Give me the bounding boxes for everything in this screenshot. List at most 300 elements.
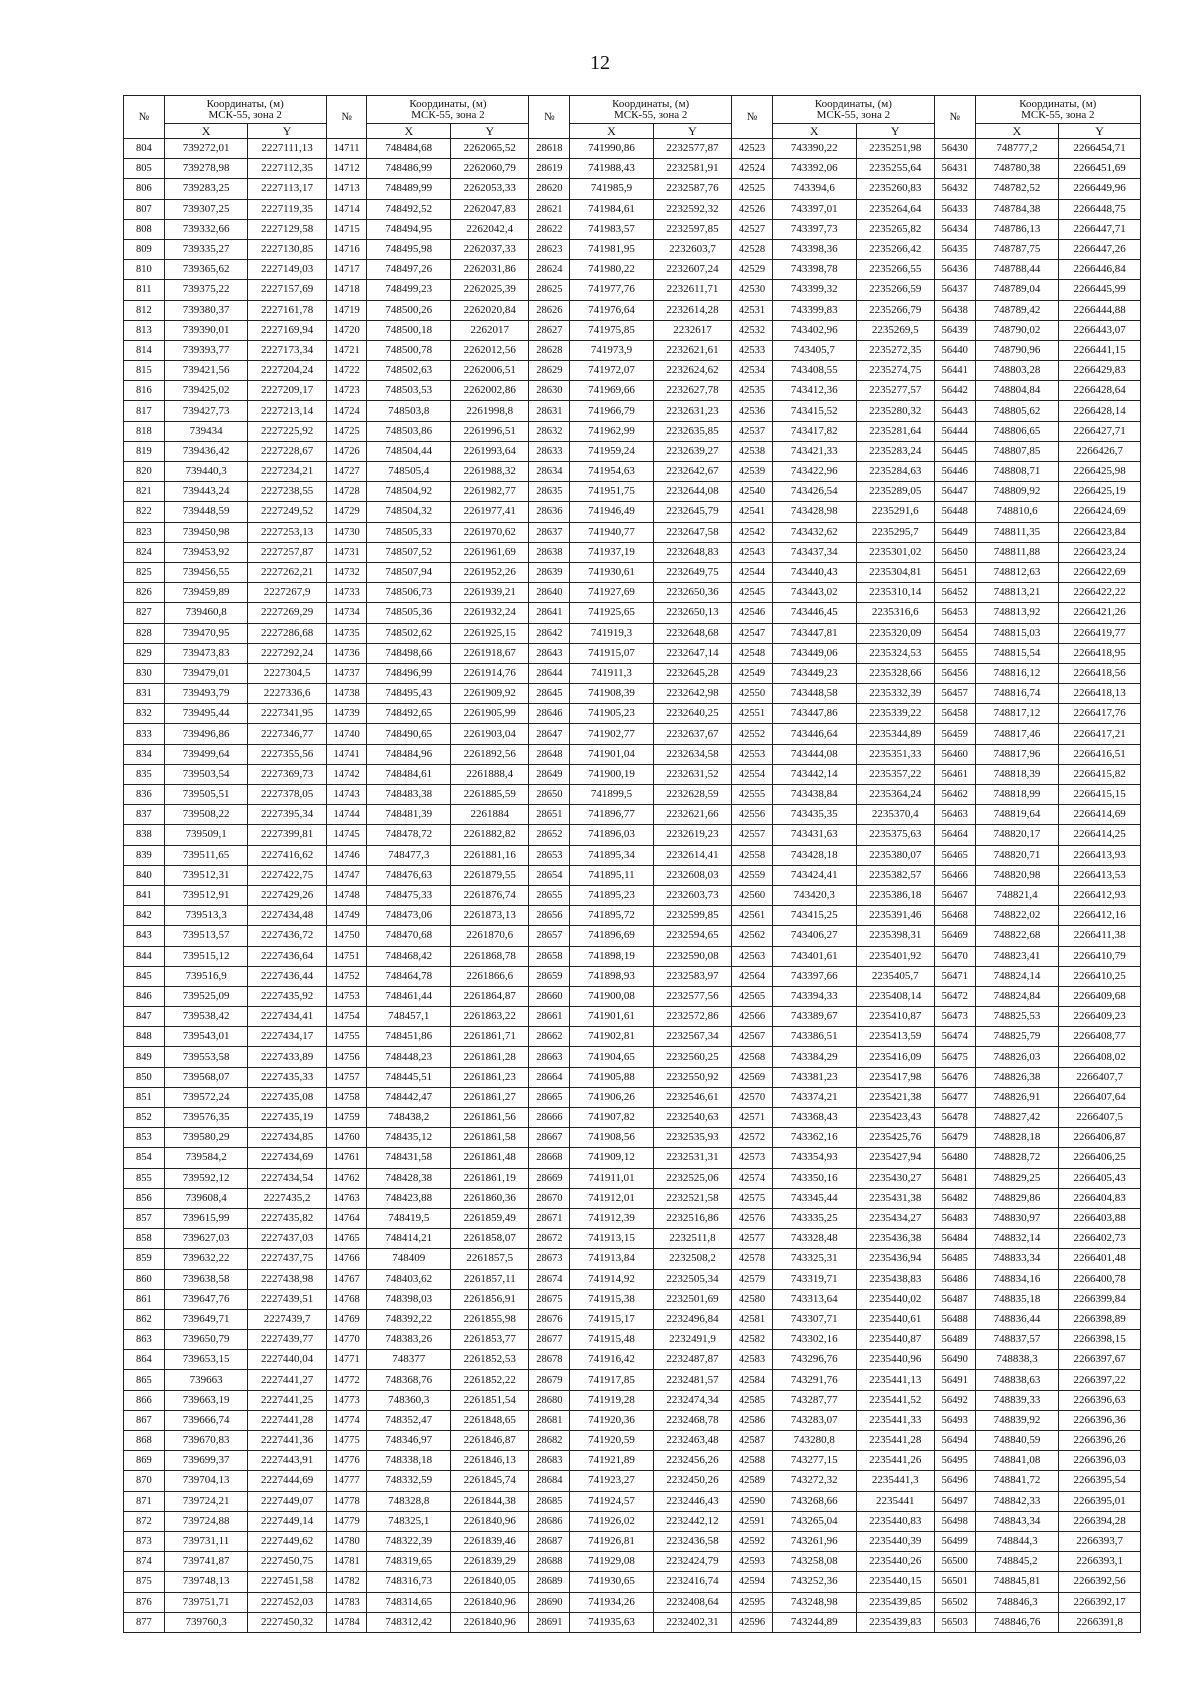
table-row <box>124 1451 1141 1471</box>
table-row <box>124 199 1141 219</box>
point-number: 42570 <box>732 1087 773 1107</box>
coord-x: 743345,44 <box>772 1188 856 1208</box>
table-row <box>124 1148 1141 1168</box>
coord-x: 739704,13 <box>164 1471 248 1491</box>
point-number: 42530 <box>732 280 773 300</box>
coord-x: 739503,54 <box>164 764 248 784</box>
coord-y: 2261870,6 <box>451 926 529 946</box>
coord-y: 2262060,79 <box>451 159 529 179</box>
coord-y: 2261988,32 <box>451 462 529 482</box>
coord-x: 741902,77 <box>570 724 654 744</box>
coord-y: 2232535,93 <box>653 1128 731 1148</box>
point-number: 14778 <box>326 1491 367 1511</box>
coord-x: 743381,23 <box>772 1067 856 1087</box>
point-number: 56484 <box>934 1229 975 1249</box>
coord-y: 2261860,36 <box>451 1188 529 1208</box>
table-row <box>124 825 1141 845</box>
coord-x: 748843,34 <box>975 1511 1059 1531</box>
coord-y: 2261939,21 <box>451 583 529 603</box>
coord-x: 748470,68 <box>367 926 451 946</box>
point-number: 56463 <box>934 805 975 825</box>
point-number: 42569 <box>732 1067 773 1087</box>
table-row <box>124 179 1141 199</box>
point-number: 42553 <box>732 744 773 764</box>
coord-x: 748368,76 <box>367 1370 451 1390</box>
point-number: 42526 <box>732 199 773 219</box>
coord-y: 2232590,08 <box>653 946 731 966</box>
point-number: 42541 <box>732 502 773 522</box>
coord-x: 743431,63 <box>772 825 856 845</box>
coord-x: 741895,72 <box>570 906 654 926</box>
coord-x: 748409 <box>367 1249 451 1269</box>
coord-y: 2235391,46 <box>856 906 934 926</box>
coord-x: 743449,23 <box>772 663 856 683</box>
coord-y: 2266395,54 <box>1059 1471 1141 1491</box>
point-number: 28653 <box>529 845 570 865</box>
point-number: 14763 <box>326 1188 367 1208</box>
coord-y: 2261840,96 <box>451 1612 529 1632</box>
coord-y: 2227441,25 <box>248 1390 326 1410</box>
point-number: 56489 <box>934 1330 975 1350</box>
coord-x: 748445,51 <box>367 1067 451 1087</box>
table-row <box>124 986 1141 1006</box>
point-number: 807 <box>124 199 165 219</box>
coord-y: 2261925,15 <box>451 623 529 643</box>
coord-y: 2235304,81 <box>856 562 934 582</box>
coord-x: 739572,24 <box>164 1087 248 1107</box>
coord-x: 748438,2 <box>367 1108 451 1128</box>
coord-y: 2261914,76 <box>451 663 529 683</box>
coord-x: 743420,3 <box>772 885 856 905</box>
coord-y: 2235266,55 <box>856 260 934 280</box>
point-number: 56441 <box>934 361 975 381</box>
coord-x: 748789,42 <box>975 300 1059 320</box>
coord-y: 2227450,75 <box>248 1552 326 1572</box>
coord-x: 741966,79 <box>570 401 654 421</box>
coord-y: 2232581,91 <box>653 159 731 179</box>
point-number: 14768 <box>326 1289 367 1309</box>
coord-x: 748495,98 <box>367 239 451 259</box>
coord-x: 739592,12 <box>164 1168 248 1188</box>
coord-x: 748790,96 <box>975 340 1059 360</box>
coord-x: 748837,57 <box>975 1330 1059 1350</box>
coord-y: 2232603,7 <box>653 239 731 259</box>
point-number: 56483 <box>934 1208 975 1228</box>
coord-y: 2261846,87 <box>451 1431 529 1451</box>
coord-x: 743448,58 <box>772 684 856 704</box>
coord-x: 748844,3 <box>975 1531 1059 1551</box>
coord-x: 748820,71 <box>975 845 1059 865</box>
table-row <box>124 885 1141 905</box>
coord-x: 739576,35 <box>164 1108 248 1128</box>
point-number: 42525 <box>732 179 773 199</box>
coord-x: 748502,62 <box>367 623 451 643</box>
coord-y: 2261998,8 <box>451 401 529 421</box>
coord-y: 2227253,13 <box>248 522 326 542</box>
coord-x: 739608,4 <box>164 1188 248 1208</box>
coord-x: 748500,26 <box>367 300 451 320</box>
coord-x: 748428,38 <box>367 1168 451 1188</box>
coord-y: 2232446,43 <box>653 1491 731 1511</box>
point-number: 42586 <box>732 1410 773 1430</box>
coord-x: 741896,03 <box>570 825 654 845</box>
coord-y: 2235417,98 <box>856 1067 934 1087</box>
coord-y: 2266407,64 <box>1059 1087 1141 1107</box>
coord-x: 739515,12 <box>164 946 248 966</box>
point-number: 56490 <box>934 1350 975 1370</box>
coord-y: 2232416,74 <box>653 1572 731 1592</box>
point-number: 14719 <box>326 300 367 320</box>
coord-x: 741969,66 <box>570 381 654 401</box>
point-number: 856 <box>124 1188 165 1208</box>
point-number: 56503 <box>934 1612 975 1632</box>
point-number: 42575 <box>732 1188 773 1208</box>
coord-y: 2261977,41 <box>451 502 529 522</box>
coord-x: 741901,04 <box>570 744 654 764</box>
coord-x: 743426,54 <box>772 482 856 502</box>
coord-y: 2235440,61 <box>856 1309 934 1329</box>
point-number: 829 <box>124 643 165 663</box>
coord-y: 2266414,25 <box>1059 825 1141 845</box>
coord-y: 2261982,77 <box>451 482 529 502</box>
point-number: 830 <box>124 663 165 683</box>
point-number: 14714 <box>326 199 367 219</box>
point-number: 56454 <box>934 623 975 643</box>
coord-y: 2266418,95 <box>1059 643 1141 663</box>
coord-x: 741937,19 <box>570 542 654 562</box>
point-number: 850 <box>124 1067 165 1087</box>
coord-x: 743422,96 <box>772 462 856 482</box>
coord-x: 743248,98 <box>772 1592 856 1612</box>
coord-x: 748828,72 <box>975 1148 1059 1168</box>
coord-x: 748803,28 <box>975 361 1059 381</box>
point-number: 28636 <box>529 502 570 522</box>
coord-y: 2266410,25 <box>1059 966 1141 986</box>
point-number: 828 <box>124 623 165 643</box>
coord-y: 2235440,96 <box>856 1350 934 1370</box>
point-number: 14712 <box>326 159 367 179</box>
point-number: 822 <box>124 502 165 522</box>
coord-y: 2266422,22 <box>1059 583 1141 603</box>
point-number: 14735 <box>326 623 367 643</box>
point-number: 28642 <box>529 623 570 643</box>
coord-x: 748377 <box>367 1350 451 1370</box>
coord-x: 739516,9 <box>164 966 248 986</box>
coord-y: 2227346,77 <box>248 724 326 744</box>
coord-x: 739543,01 <box>164 1027 248 1047</box>
coord-y: 2232650,13 <box>653 603 731 623</box>
coord-x: 748788,44 <box>975 260 1059 280</box>
coord-x: 741990,86 <box>570 139 654 159</box>
coord-y: 2235440,39 <box>856 1531 934 1551</box>
point-number: 840 <box>124 865 165 885</box>
table-row <box>124 401 1141 421</box>
coord-y: 2266393,7 <box>1059 1531 1141 1551</box>
point-number: 14726 <box>326 441 367 461</box>
coord-y: 2262042,4 <box>451 219 529 239</box>
point-number: 14769 <box>326 1309 367 1329</box>
coord-y: 2261861,58 <box>451 1128 529 1148</box>
coord-y: 2261839,46 <box>451 1531 529 1551</box>
coord-x: 748504,92 <box>367 482 451 502</box>
coord-y: 2227209,17 <box>248 381 326 401</box>
coord-y: 2235382,57 <box>856 865 934 885</box>
coord-x: 748475,33 <box>367 885 451 905</box>
coord-x: 743444,08 <box>772 744 856 764</box>
point-number: 14748 <box>326 885 367 905</box>
point-number: 56444 <box>934 421 975 441</box>
point-number: 14737 <box>326 663 367 683</box>
coord-x: 748448,23 <box>367 1047 451 1067</box>
point-number: 812 <box>124 300 165 320</box>
point-number: 833 <box>124 724 165 744</box>
coord-x: 743368,43 <box>772 1108 856 1128</box>
point-number: 28622 <box>529 219 570 239</box>
header-coords: Координаты, (м) МСК-55, зона 2 <box>975 96 1140 124</box>
coord-x: 741898,93 <box>570 966 654 986</box>
coord-x: 741921,89 <box>570 1451 654 1471</box>
point-number: 42557 <box>732 825 773 845</box>
coord-x: 741929,08 <box>570 1552 654 1572</box>
coord-y: 2261840,05 <box>451 1572 529 1592</box>
coord-x: 743265,04 <box>772 1511 856 1531</box>
coord-x: 748503,53 <box>367 381 451 401</box>
coord-x: 743435,35 <box>772 805 856 825</box>
table-row <box>124 1431 1141 1451</box>
point-number: 56492 <box>934 1390 975 1410</box>
coord-x: 743402,96 <box>772 320 856 340</box>
coord-y: 2262053,33 <box>451 179 529 199</box>
coord-x: 748477,3 <box>367 845 451 865</box>
point-number: 859 <box>124 1249 165 1269</box>
coord-x: 748832,14 <box>975 1229 1059 1249</box>
coord-x: 748829,25 <box>975 1168 1059 1188</box>
point-number: 42568 <box>732 1047 773 1067</box>
coord-x: 739479,01 <box>164 663 248 683</box>
point-number: 56440 <box>934 340 975 360</box>
coord-x: 748777,2 <box>975 139 1059 159</box>
coord-x: 739505,51 <box>164 785 248 805</box>
coord-y: 2261881,16 <box>451 845 529 865</box>
point-number: 14764 <box>326 1208 367 1228</box>
coord-y: 2227336,6 <box>248 684 326 704</box>
table-row <box>124 502 1141 522</box>
table-row <box>124 320 1141 340</box>
point-number: 14730 <box>326 522 367 542</box>
point-number: 28631 <box>529 401 570 421</box>
point-number: 14734 <box>326 603 367 623</box>
coord-y: 2261970,62 <box>451 522 529 542</box>
point-number: 42542 <box>732 522 773 542</box>
point-number: 14727 <box>326 462 367 482</box>
table-row <box>124 300 1141 320</box>
point-number: 28652 <box>529 825 570 845</box>
coord-y: 2266417,76 <box>1059 704 1141 724</box>
coord-x: 743440,43 <box>772 562 856 582</box>
coord-y: 2235332,39 <box>856 684 934 704</box>
coord-y: 2235440,02 <box>856 1289 934 1309</box>
coord-y: 2232508,2 <box>653 1249 731 1269</box>
point-number: 862 <box>124 1309 165 1329</box>
coord-y: 2235357,22 <box>856 764 934 784</box>
coord-x: 741919,3 <box>570 623 654 643</box>
coord-y: 2235441 <box>856 1491 934 1511</box>
coord-y: 2227436,72 <box>248 926 326 946</box>
point-number: 14711 <box>326 139 367 159</box>
coord-x: 741980,22 <box>570 260 654 280</box>
coord-y: 2235439,83 <box>856 1612 934 1632</box>
point-number: 14780 <box>326 1531 367 1551</box>
coord-y: 2266425,98 <box>1059 462 1141 482</box>
coord-x: 743394,6 <box>772 179 856 199</box>
coord-y: 2235425,76 <box>856 1128 934 1148</box>
coord-y: 2227130,85 <box>248 239 326 259</box>
point-number: 851 <box>124 1087 165 1107</box>
coord-x: 743442,14 <box>772 764 856 784</box>
coord-y: 2227378,05 <box>248 785 326 805</box>
coord-y: 2227434,69 <box>248 1148 326 1168</box>
coord-x: 739421,56 <box>164 361 248 381</box>
point-number: 42571 <box>732 1108 773 1128</box>
point-number: 42563 <box>732 946 773 966</box>
point-number: 42543 <box>732 542 773 562</box>
coord-x: 741908,39 <box>570 684 654 704</box>
table-row <box>124 1309 1141 1329</box>
coord-y: 2266394,28 <box>1059 1511 1141 1531</box>
coord-y: 2232611,71 <box>653 280 731 300</box>
coord-x: 748834,16 <box>975 1269 1059 1289</box>
point-number: 56494 <box>934 1431 975 1451</box>
coord-y: 2261863,22 <box>451 1007 529 1027</box>
coord-y: 2227262,21 <box>248 562 326 582</box>
coord-y: 2262025,39 <box>451 280 529 300</box>
table-row <box>124 1047 1141 1067</box>
coord-x: 748811,88 <box>975 542 1059 562</box>
coord-x: 748806,65 <box>975 421 1059 441</box>
point-number: 42593 <box>732 1552 773 1572</box>
point-number: 42585 <box>732 1390 773 1410</box>
coord-y: 2235316,6 <box>856 603 934 623</box>
coord-x: 739525,09 <box>164 986 248 1006</box>
point-number: 827 <box>124 603 165 623</box>
coord-x: 743252,36 <box>772 1572 856 1592</box>
point-number: 14725 <box>326 421 367 441</box>
coord-x: 741975,85 <box>570 320 654 340</box>
coord-y: 2227249,52 <box>248 502 326 522</box>
coord-y: 2232546,61 <box>653 1087 731 1107</box>
coord-y: 2235324,53 <box>856 643 934 663</box>
point-number: 14713 <box>326 179 367 199</box>
coord-x: 748504,32 <box>367 502 451 522</box>
point-number: 14728 <box>326 482 367 502</box>
coord-x: 748489,99 <box>367 179 451 199</box>
coord-y: 2266415,82 <box>1059 764 1141 784</box>
coord-y: 2262017 <box>451 320 529 340</box>
point-number: 810 <box>124 260 165 280</box>
point-number: 855 <box>124 1168 165 1188</box>
coord-y: 2227436,44 <box>248 966 326 986</box>
point-number: 56467 <box>934 885 975 905</box>
point-number: 14717 <box>326 260 367 280</box>
point-number: 56439 <box>934 320 975 340</box>
point-number: 56445 <box>934 441 975 461</box>
coord-y: 2261856,91 <box>451 1289 529 1309</box>
coord-y: 2232621,61 <box>653 340 731 360</box>
coord-y: 2235289,05 <box>856 482 934 502</box>
coord-y: 2232649,75 <box>653 562 731 582</box>
coord-x: 741924,57 <box>570 1491 654 1511</box>
coord-y: 2232645,28 <box>653 663 731 683</box>
coord-x: 748826,38 <box>975 1067 1059 1087</box>
coord-y: 2235438,83 <box>856 1269 934 1289</box>
coord-y: 2261885,59 <box>451 785 529 805</box>
point-number: 28633 <box>529 441 570 461</box>
coord-y: 2227112,35 <box>248 159 326 179</box>
coord-x: 748483,38 <box>367 785 451 805</box>
point-number: 872 <box>124 1511 165 1531</box>
coord-x: 748835,18 <box>975 1289 1059 1309</box>
coord-y: 2227269,29 <box>248 603 326 623</box>
point-number: 28627 <box>529 320 570 340</box>
coord-y: 2261861,56 <box>451 1108 529 1128</box>
point-number: 838 <box>124 825 165 845</box>
coord-x: 739647,76 <box>164 1289 248 1309</box>
coord-y: 2235410,87 <box>856 1007 934 1027</box>
point-number: 56455 <box>934 643 975 663</box>
point-number: 824 <box>124 542 165 562</box>
coord-y: 2232637,67 <box>653 724 731 744</box>
point-number: 42548 <box>732 643 773 663</box>
coord-y: 2266441,15 <box>1059 340 1141 360</box>
coord-x: 743390,22 <box>772 139 856 159</box>
coord-x: 748338,18 <box>367 1451 451 1471</box>
coord-y: 2235251,98 <box>856 139 934 159</box>
coord-x: 741914,92 <box>570 1269 654 1289</box>
coord-x: 748505,36 <box>367 603 451 623</box>
point-number: 42592 <box>732 1531 773 1551</box>
header-y: Y <box>451 124 529 139</box>
point-number: 42561 <box>732 906 773 926</box>
table-row <box>124 1410 1141 1430</box>
coord-x: 743374,21 <box>772 1087 856 1107</box>
table-row <box>124 1471 1141 1491</box>
point-number: 14784 <box>326 1612 367 1632</box>
point-number: 28672 <box>529 1229 570 1249</box>
coord-x: 748500,18 <box>367 320 451 340</box>
point-number: 56501 <box>934 1572 975 1592</box>
point-number: 42579 <box>732 1269 773 1289</box>
coord-y: 2266427,71 <box>1059 421 1141 441</box>
coord-x: 741985,9 <box>570 179 654 199</box>
coord-x: 741901,61 <box>570 1007 654 1027</box>
point-number: 28674 <box>529 1269 570 1289</box>
coord-x: 739511,65 <box>164 845 248 865</box>
coord-y: 2232592,32 <box>653 199 731 219</box>
coord-y: 2227434,17 <box>248 1027 326 1047</box>
coord-x: 739272,01 <box>164 139 248 159</box>
point-number: 42558 <box>732 845 773 865</box>
coord-x: 739307,25 <box>164 199 248 219</box>
coord-x: 741972,07 <box>570 361 654 381</box>
coord-y: 2227441,36 <box>248 1431 326 1451</box>
table-row <box>124 1168 1141 1188</box>
coord-y: 2232491,9 <box>653 1330 731 1350</box>
point-number: 870 <box>124 1471 165 1491</box>
coord-y: 2235398,31 <box>856 926 934 946</box>
coord-x: 743428,18 <box>772 845 856 865</box>
coord-y: 2227369,73 <box>248 764 326 784</box>
coord-y: 2235274,75 <box>856 361 934 381</box>
